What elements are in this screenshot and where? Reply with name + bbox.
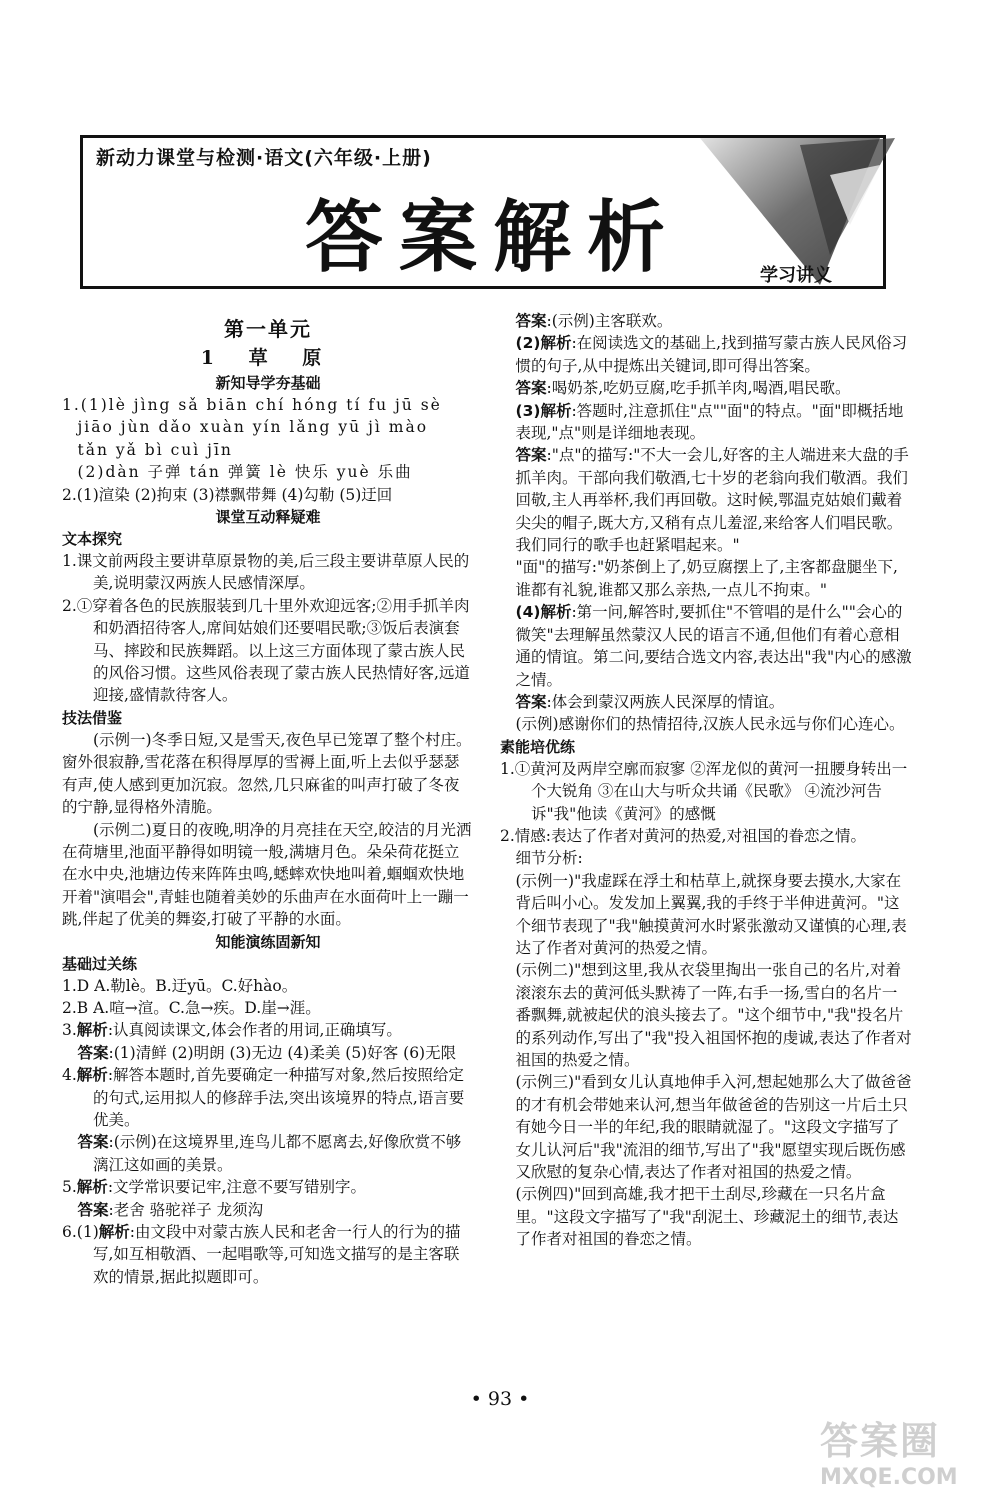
analysis-text: :文学常识要记牢,注意不要写错别字。 [107, 1178, 366, 1197]
answer-paragraph [500, 377, 912, 399]
answer-text: :(1)清鲜 (2)明朗 (3)无边 (4)柔美 (5)好客 (6)无限 [108, 1043, 457, 1062]
watermark-text: 答案圈 [820, 1419, 941, 1463]
watermark-url: MXQE.COM [820, 1465, 958, 1490]
analysis-text: :由文段中对蒙古族人民和老舍一行人的行为的描写,如互相敬酒、一起唱歌等,可知选文描写的是主客联欢的情景,据此拟题即可。 [93, 1223, 461, 1286]
answer-label: 答案 [77, 1043, 109, 1062]
page-number: • 93 • [470, 1388, 530, 1410]
answer-label: 答案 [515, 312, 547, 330]
section-heading: 课堂互动释疑难 [215, 508, 321, 527]
answer-paragraph [62, 1221, 474, 1288]
watermark-logo [820, 1410, 990, 1490]
answer-paragraph [500, 601, 912, 691]
subsection-heading: 基础过关练 [62, 954, 138, 973]
analysis-label: 解析 [76, 1021, 108, 1040]
answer-label: 答案 [515, 379, 547, 398]
analysis-label: 解析 [76, 1178, 108, 1197]
answer-label: 答案 [515, 692, 547, 711]
answer-paragraph: 1.课文前两段主要讲草原景物的美,后三段主要讲草原人民的美,说明蒙汉两族人民感情深厚。 [62, 552, 470, 593]
analysis-text: :认真阅读课文,体会作者的用词,正确填写。 [107, 1021, 402, 1040]
answer-paragraph [500, 310, 912, 332]
analysis-label: (3)解析 [515, 401, 572, 420]
answer-paragraph [500, 400, 912, 445]
analysis-text: :答题时,注意抓住"点""面"的特点。"面"即概括地表现,"点"则是详细地表现。 [515, 401, 904, 443]
answer-line: 2.(1)渲染 (2)拘束 (3)襟飘带舞 (4)勾勒 (5)迂回 [62, 485, 393, 504]
answer-paragraph [62, 1042, 474, 1064]
answer-paragraph: (示例二)"想到这里,我从衣袋里掏出一张自己的名片,对着滚滚东去的黄河低头默祷了一阵,右手一扬,雪白的名片一番飘舞,就被起伏的浪头接去了。"这个细节中,"我"投名片的系列动作,写出了"我"投入祖国怀抱的虔诚,表达了作者对祖国的热爱之情。 [515, 961, 912, 1069]
answer-paragraph: (示例三)"看到女儿认真地伸手入河,想起她那么大了做爸爸的才有机会带她来认河,想当年做爸爸的告别这一片后土只有她今日一半的年纪,我的眼睛就湿了。"这段文字描写了女儿认河后"我"流泪的细节,写出了"我"愿望实现后既伤感又欣慰的复杂心情,表达了作者对祖国的热爱之情。 [515, 1073, 912, 1182]
answer-line: tǎn yǎ bì cuì jīn [77, 440, 233, 459]
lesson-heading: 1 草 原 [200, 347, 336, 369]
answer-paragraph [62, 1199, 474, 1221]
answer-line: 1.(1)lè jìng sǎ biān chí hóng tí fu jū sè [62, 396, 442, 414]
left-column [62, 310, 474, 1288]
analysis-label: 解析 [76, 1066, 108, 1085]
answer-line: 1.D A.勒lè。B.迂yū。C.好hào。 [62, 976, 298, 995]
unit-heading: 第一单元 [224, 317, 312, 341]
analysis-label: 解析 [98, 1223, 130, 1241]
answer-line: 细节分析: [515, 849, 583, 868]
subsection-heading: 技法借鉴 [62, 708, 123, 727]
section-heading: 新知导学夯基础 [215, 374, 321, 392]
analysis-text: :在阅读选文的基础上,找到描写蒙古族人民风俗习惯的句子,从中提炼出关键词,即可得出答案。 [515, 334, 908, 375]
answer-paragraph: (示例四)"回到高雄,我才把干土刮尽,珍藏在一只名片盒里。"这段文字描写了"我"刮泥土、珍藏泥土的细节,表达了作者对祖国的眷恋之情。 [515, 1185, 899, 1249]
answer-paragraph: (示例二)夏日的夜晚,明净的月亮挂在天空,皎洁的月光洒在荷塘里,池面平静得如明镜一般,满塘月色。朵朵荷花挺立在水中央,池塘边传来阵阵虫鸣,蟋蟀欢快地叫着,蝈蝈欢快地开着"演唱会",青蛙也随着美妙的乐曲声在水面荷叶上一蹦一跳,伴起了优美的舞姿,打破了平静的水面。 [62, 820, 472, 929]
analysis-label: (2)解析 [515, 334, 572, 353]
answer-text: :喝奶茶,吃奶豆腐,吃手抓羊肉,喝酒,唱民歌。 [546, 379, 851, 398]
answer-paragraph: (示例)感谢你们的热情招待,汉族人民永远与你们心连心。 [515, 715, 905, 734]
answer-label: 答案 [77, 1133, 109, 1152]
answer-paragraph: (示例一)冬季日短,又是雪天,夜色早已笼罩了整个村庄。窗外很寂静,雪花落在积得厚厚的雪褥上面,听上去似乎瑟瑟有声,使人感到更加沉寂。忽然,几只麻雀的叫声打破了冬夜的宁静,显得格外清脆。 [62, 730, 472, 817]
answer-paragraph: (示例一)"我虚踩在浮土和枯草上,就探身要去摸水,大家在背后叫小心。发发加上翼翼,我的手终于半伸进黄河。"这个细节表现了"我"触摸黄河水时紧张激动又谨慎的心理,表达了作者对黄河的热爱之情。 [515, 871, 907, 957]
answer-text: :体会到蒙汉两族人民深厚的情谊。 [546, 692, 785, 711]
subsection-heading: 素能培优练 [500, 737, 576, 756]
subsection-heading: 文本探究 [62, 530, 123, 549]
answer-paragraph: 3.解析:认真阅读课文,体会作者的用词,正确填写。 [62, 1021, 402, 1040]
answer-paragraph: 2.①穿着各色的民族服装到几十里外欢迎远客;②用手抓羊肉和奶酒招待客人,席间姑娘们还要唱民歌;③饭后表演套马、摔跤和民族舞蹈。以上这三方面体现了蒙古族人民的风俗习惯。这些风俗表现了蒙古族人民热情好客,远道迎接,盛情款待客人。 [62, 596, 470, 705]
analysis-text: :解答本题时,首先要确定一种描写对象,然后按照给定的句式,运用拟人的修辞手法,突出该境界的特点,语言要优美。 [93, 1066, 465, 1129]
section-heading: 知能演练固新知 [215, 932, 321, 951]
answer-text: :"点"的描写:"不大一会儿,好客的主人端进来大盘的手抓羊肉。干部向我们敬酒,七十岁的老翁向我们敬酒。我们回敬,主人再举杯,我们再回敬。这时候,鄂温克姑娘们戴着尖尖的帽子,既大方,又稍有点儿羞涩,来给客人们唱民歌。我们同行的歌手也赶紧唱起来。" [515, 446, 909, 555]
answer-label: 答案 [515, 446, 547, 465]
series-title: 新动力课堂与检测·语文(六年级·上册) [96, 147, 432, 169]
right-column [500, 310, 912, 1251]
answer-text: :(示例)在这境界里,连鸟儿都不愿离去,好像欣赏不够漓江这如画的美景。 [93, 1133, 462, 1174]
answer-text: :(示例)主客联欢。 [546, 312, 673, 330]
answer-paragraph [500, 691, 912, 713]
answer-paragraph: 1.①黄河及两岸空廓而寂寥 ②浑龙似的黄河一扭腰身转出一个大锐角 ③在山大与听众共诵《民歌》 ④流沙河告诉"我"他读《黄河》的感慨 [500, 759, 908, 823]
answer-paragraph [62, 1131, 474, 1176]
answer-paragraph: 5.解析:文学常识要记牢,注意不要写错别字。 [62, 1178, 366, 1197]
analysis-label: (4)解析 [515, 603, 572, 622]
answer-paragraph [500, 332, 912, 377]
answer-line: (2)dàn 子弹 tán 弹簧 lè 快乐 yuè 乐曲 [77, 463, 413, 482]
answer-paragraph: 4.解析:解答本题时,首先要确定一种描写对象,然后按照给定的句式,运用拟人的修辞手法,突出该境界的特点,语言要优美。 [62, 1066, 465, 1129]
page-title: 答案解析 [305, 193, 682, 283]
question-number: 6.(1) [62, 1223, 99, 1241]
answer-label: 答案 [77, 1200, 109, 1219]
banner-tag: 学习讲义 [760, 265, 832, 286]
analysis-text: :第一问,解答时,要抓住"不管唱的是什么""会心的微笑"去理解虽然蒙汉人民的语言不通,但他们有着心意相通的情谊。第二问,要结合选文内容,表达出"我"内心的感激之情。 [515, 603, 912, 689]
header-banner [80, 135, 900, 290]
answer-text: :老舍 骆驼祥子 龙须沟 [108, 1200, 264, 1219]
answer-line: jiāo jùn dǎo xuàn yín lǎng yū jì mào [77, 418, 429, 437]
answer-paragraph: 2.情感:表达了作者对黄河的热爱,对祖国的眷恋之情。 [500, 826, 866, 845]
answer-paragraph: "面"的描写:"奶茶倒上了,奶豆腐摆上了,主客都盘腿坐下,谁都有礼貌,谁都又那么亲热,一点儿不拘束。" [515, 558, 898, 599]
answer-paragraph [500, 444, 912, 556]
answer-line: 2.B A.喧→渲。C.急→疾。D.崖→涯。 [62, 998, 321, 1017]
